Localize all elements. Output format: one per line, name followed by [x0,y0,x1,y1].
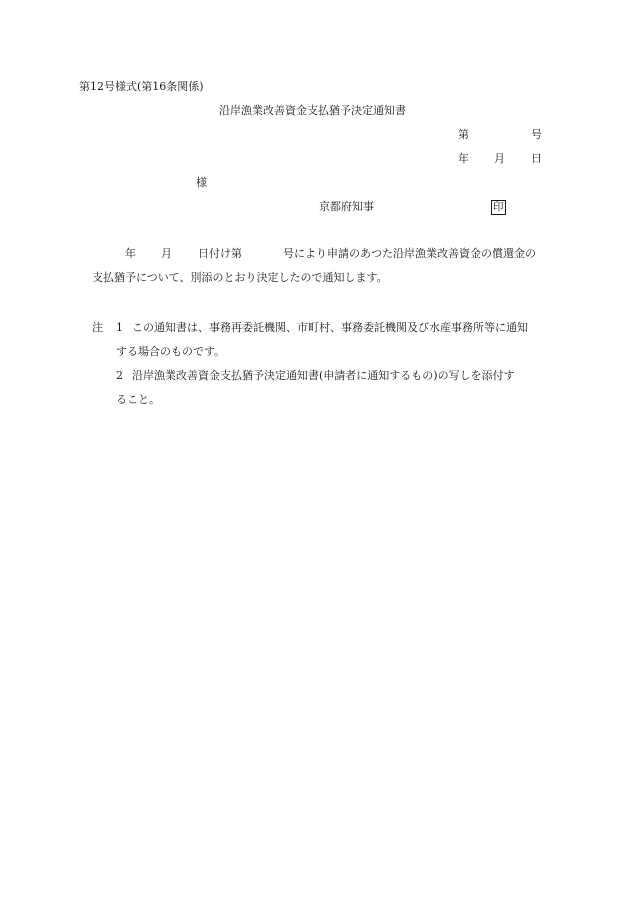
seal-mark: 印 [493,201,504,213]
note-line: 沿岸漁業改善資金支払猶予決定通知書(申請者に通知するもの)の写しを添付す [132,369,515,382]
number-suffix: 号 [531,128,542,141]
addressee-suffix: 様 [196,176,207,189]
body-month: 月 [161,247,172,260]
body-line2: 支払猶予について、別添のとおり決定したので通知します。 [92,271,388,284]
note-number: 1 [116,321,123,334]
date-year: 年 [458,152,469,165]
body-line1-rest: 号により申請のあつた沿岸漁業改善資金の償還金の [283,247,536,260]
note-number: 2 [116,369,123,382]
note-line: する場合のものです。 [116,345,226,358]
number-prefix: 第 [458,128,469,141]
form-label: 第12号様式(第16条関係) [79,80,204,93]
body-day-ref: 日付け第 [198,247,242,260]
date-day: 日 [531,152,542,165]
notes-label: 注 [92,321,103,334]
note-line: この通知書は、事務再委託機関、市町村、事務委託機関及び水産事務所等に通知 [132,321,528,334]
document-title: 沿岸漁業改善資金支払猶予決定通知書 [219,104,406,117]
note-line: ること。 [116,393,160,406]
body-year: 年 [125,247,136,260]
issuer-name: 京都府知事 [319,200,374,213]
date-month: 月 [494,152,505,165]
